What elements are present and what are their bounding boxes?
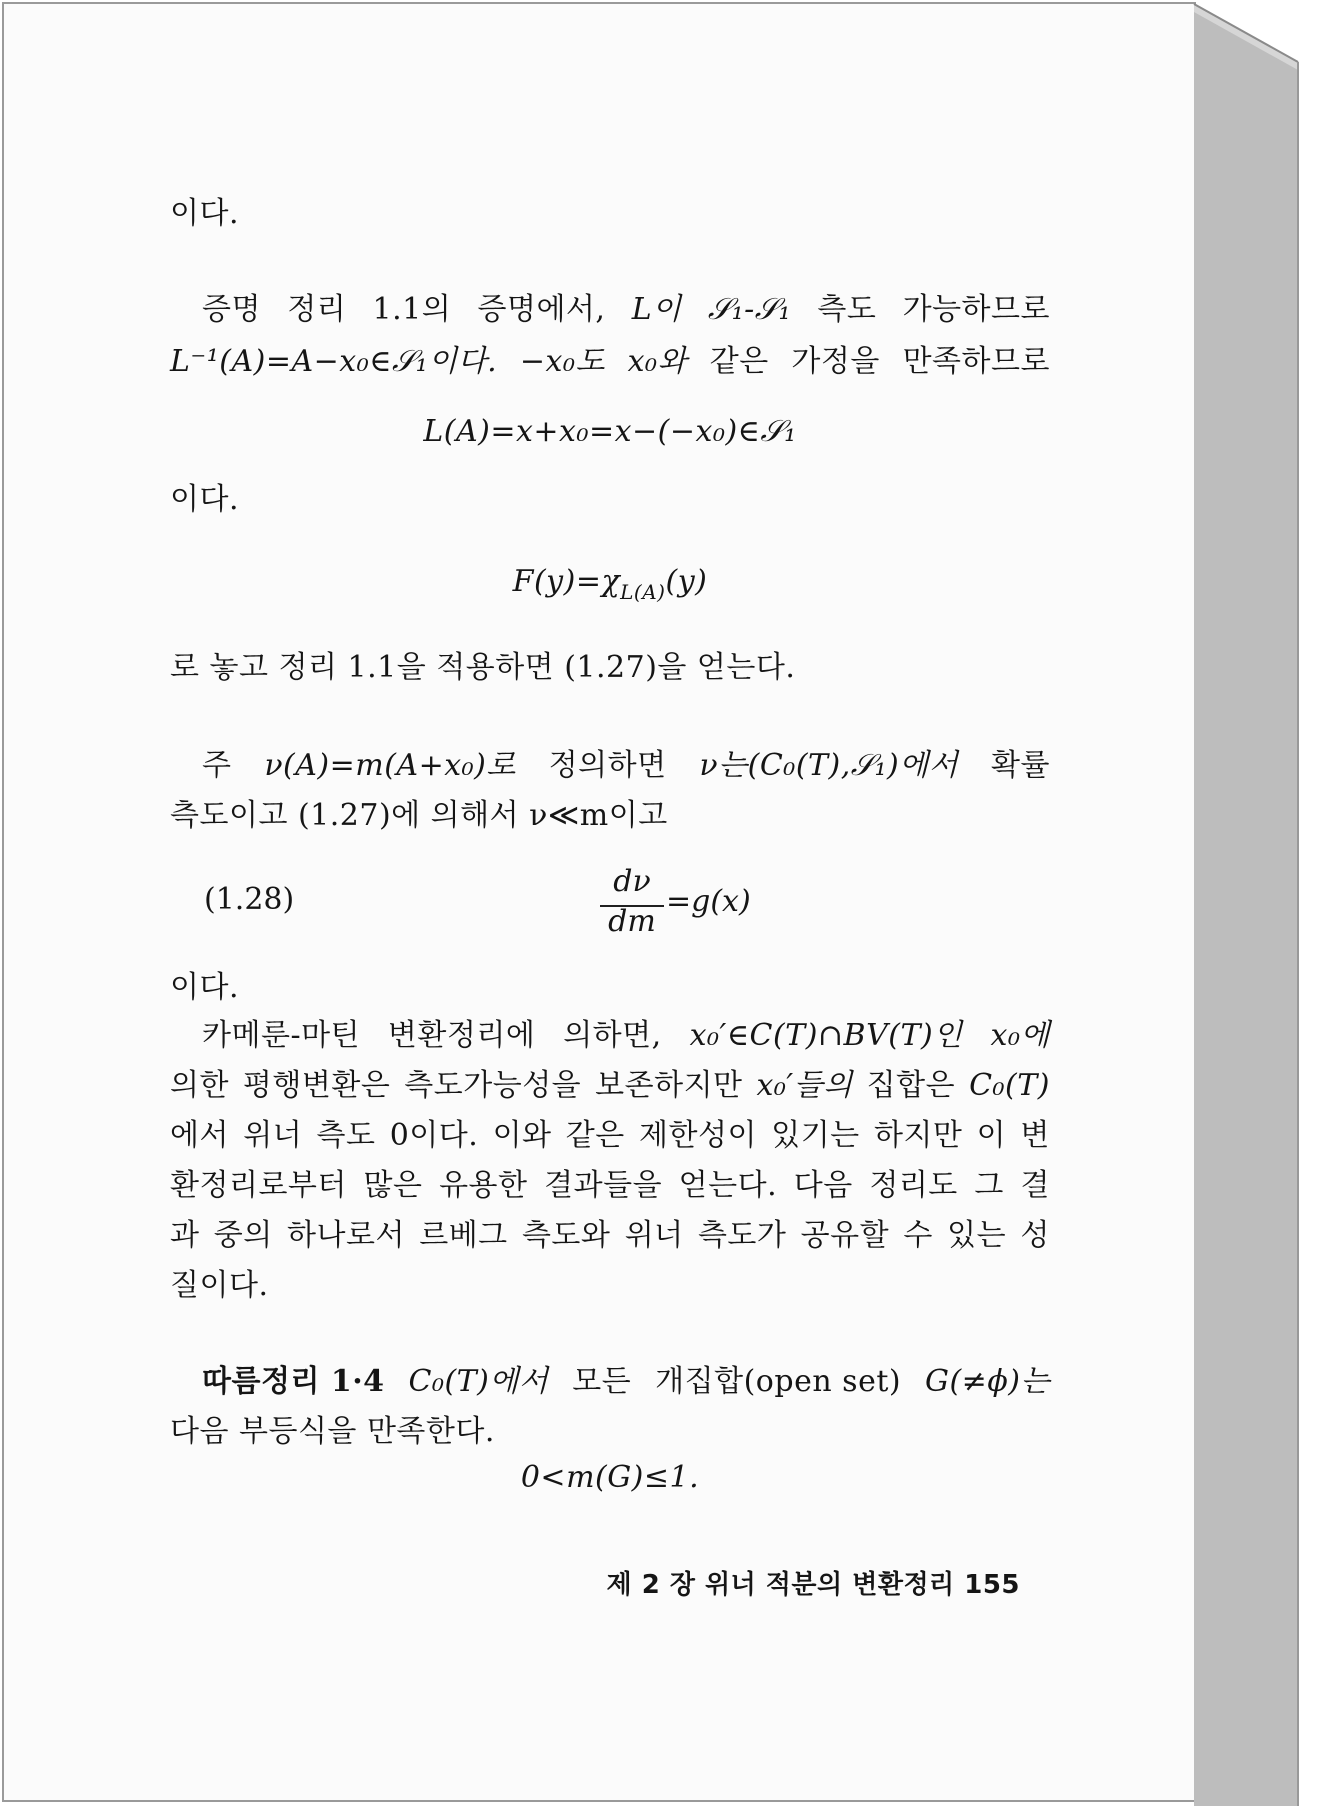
para-word: 보존하지만 [595,1068,743,1103]
para-word: 유용한 [439,1168,528,1203]
para-word: 있기는 [771,1118,860,1153]
text-line-10: 이다. [170,970,239,1005]
para-word: 하지만 [873,1118,963,1153]
remark-line-2: 측도이고 (1.27)에 의해서 ν≪m이고 [170,798,668,833]
proof-word: 가능하므로 [902,292,1050,327]
para-word: 수 [903,1218,933,1253]
proof-word: 가정을 [791,344,880,379]
display-equation-1: L(A)=x+x₀=x−(−x₀)∈𝒮₁ [423,414,797,449]
para-word: 의하면, [563,1018,662,1053]
corollary-word: 따름정리 1·4 [202,1364,385,1399]
para-word: 에서 [170,1118,229,1153]
proof-word: 𝒮₁-𝒮₁ [707,292,792,327]
proof-word: 측도 [817,292,877,327]
para-word: x₀′들의 [756,1068,853,1103]
para-word: 변 [1020,1118,1050,1153]
para-word: 카메룬-마틴 [202,1018,361,1053]
remark-word: ν(A)=m(A+x₀)로 [264,748,516,783]
para-word: 측도가 [697,1218,787,1253]
corollary-line-2: 다음 부등식을 만족한다. [170,1414,495,1449]
para-word: 공유할 [800,1218,890,1253]
fraction-denominator: dm [608,904,656,939]
para-line-3 [170,1116,1050,1156]
para-word: 측도 [316,1118,376,1153]
eq2-tail: (y) [665,564,708,599]
eq2-main: F(y)=χ [512,564,621,599]
para-word: 같은 [565,1118,625,1153]
para-line-2 [170,1066,1050,1106]
corollary-word: C₀(T)에서 [408,1364,549,1399]
display-equation-2 [170,562,1050,612]
para-word: 중의 [213,1218,273,1253]
para-word: 하나로서 [287,1218,405,1253]
corollary-word: G(≠ϕ)는 [925,1364,1050,1399]
proof-word: 1.1의 [372,292,452,327]
para-line-6: 질이다. [170,1268,269,1303]
para-word: x₀에 [990,1018,1050,1053]
corollary-word: 모든 [572,1364,632,1399]
para-line-1 [170,1016,1050,1056]
para-word: 집합은 [866,1068,956,1103]
para-word: 있는 [947,1218,1007,1253]
remark-line-1 [170,746,1050,786]
fraction-numerator: dν [613,864,651,899]
corollary-line-1 [170,1362,1050,1402]
para-word: 이와 [492,1118,552,1153]
remark-word: 정의하면 [548,748,667,783]
proof-word: L이 [631,292,682,327]
remark-word: 확률 [991,748,1050,783]
equation-number: (1.28) [204,882,295,917]
text-line-1: 이다. [170,196,239,231]
para-word: 많은 [363,1168,423,1203]
para-word: 의한 [170,1068,229,1103]
para-word: 르베그 [419,1218,508,1253]
para-word: x₀′∈C(T)∩BV(T)인 [689,1018,963,1053]
corollary-word: 개집합(open set) [655,1364,902,1399]
para-word: 얻는다. [678,1168,778,1203]
para-word: 0이다. [389,1118,479,1153]
remark-word: ν는(C₀(T),𝒮₁)에서 [699,748,959,783]
para-word: 제한성이 [639,1118,757,1153]
para-word: 측도가능성을 [404,1068,582,1103]
derivative-equation [600,864,760,944]
proof-word: −x₀도 [519,344,605,379]
proof-word: 증명에서, [477,292,606,327]
remark-word: 주 [202,748,232,783]
para-word: 측도와 [521,1218,611,1253]
proof-word: 같은 [709,344,769,379]
text-line-5: 이다. [170,482,239,517]
para-word: 결과들을 [544,1168,663,1203]
para-word: C₀(T) [969,1068,1050,1103]
display-inequality: 0<m(G)≤1. [520,1460,700,1495]
fraction-rhs: =g(x) [666,884,751,919]
para-word: 평행변환은 [242,1068,391,1103]
para-word: 변환정리에 [387,1018,536,1053]
book-page [2,2,1196,1802]
proof-word: L⁻¹(A)=A−x₀∈𝒮₁이다. [170,344,498,379]
proof-line-1 [170,290,1050,330]
page-footer: 제 2 장 위너 적분의 변환정리 155 [606,1570,1020,1600]
eq2-subscript: L(A) [620,580,666,604]
proof-word: 정리 [287,292,347,327]
proof-line-2 [170,342,1050,382]
para-word: 위너 [624,1218,684,1253]
proof-word: 증명 [202,292,261,327]
text-line-7: 로 놓고 정리 1.1을 적용하면 (1.27)을 얻는다. [170,650,796,685]
para-word: 이 [976,1118,1007,1153]
para-word: 정리도 [869,1168,958,1203]
para-word: 환정리로부터 [170,1168,347,1203]
para-line-4 [170,1166,1050,1206]
para-word: 과 [170,1218,200,1253]
para-word: 그 [974,1168,1004,1203]
para-word: 위너 [243,1118,303,1153]
para-line-5 [170,1216,1050,1256]
para-word: 다음 [793,1168,853,1203]
para-word: 성 [1020,1218,1050,1253]
proof-word: 만족하므로 [902,344,1050,379]
proof-word: x₀와 [627,344,688,379]
para-word: 결 [1020,1168,1050,1203]
